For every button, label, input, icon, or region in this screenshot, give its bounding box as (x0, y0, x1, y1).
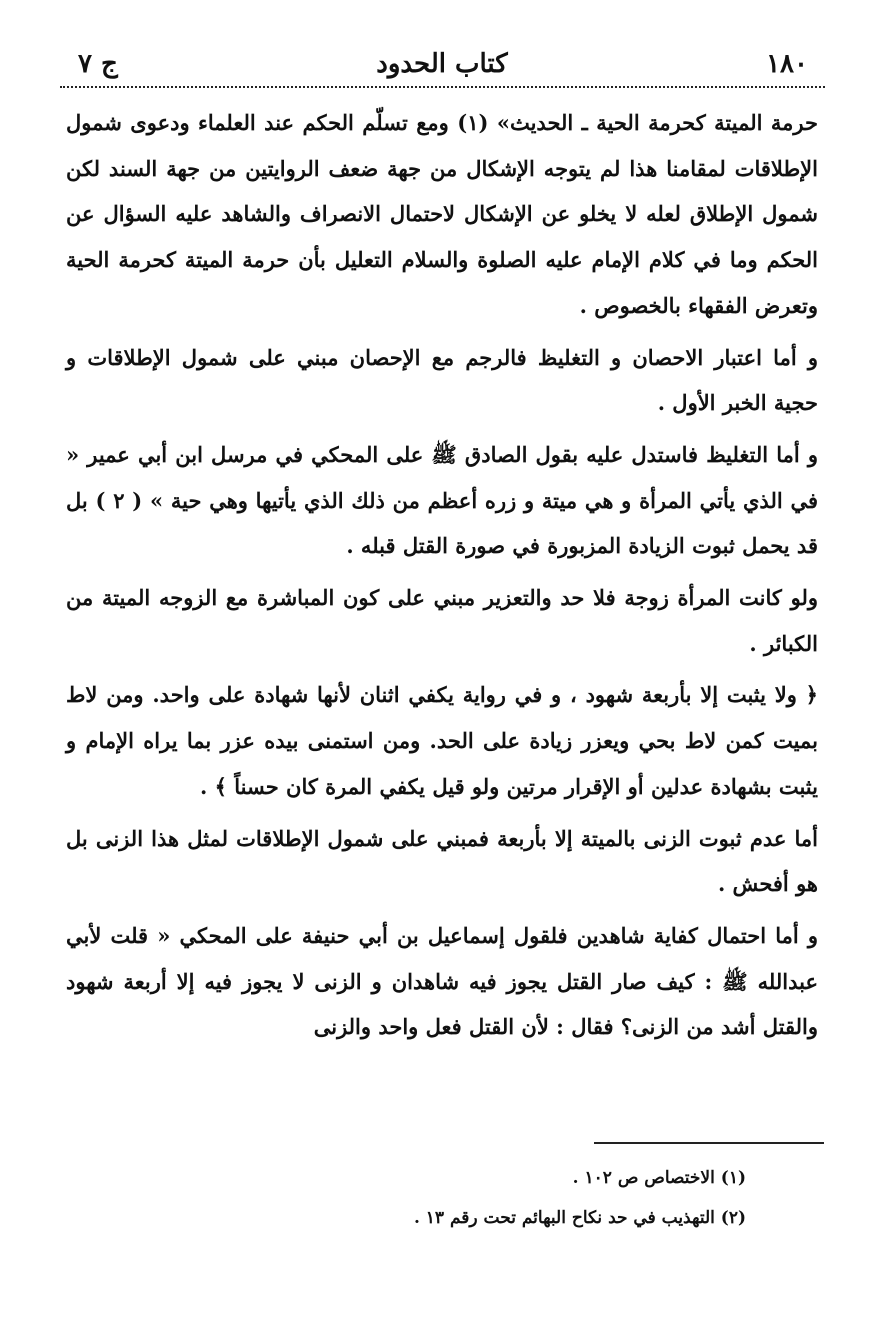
paragraph: ﴿ ولا يثبت إلا بأربعة شهود ، و في رواية يكفي اثنان لأنها شهادة على واحد. ومن لاط بميت كمن لاط بحي ويعزر زيادة على الحد. ومن استمنى بيده عزر بما يراه الإمام و يثبت بشهادة عدلين أو الإقرار مرتين ولو قيل يكفي المرة كان حسناً ﴾ . (66, 682, 818, 799)
paragraph: أما عدم ثبوت الزنى بالميتة إلا بأربعة فمبني على شمول الإطلاقات لمثل هذا الزنى بل هو أفحش . (66, 825, 819, 897)
paragraph: و أما احتمال كفاية شاهدين فلقول إسماعيل بن أبي حنيفة على المحكي « قلت لأبي عبدالله ﷺ : كيف صار القتل يجوز فيه شاهدان و الزنى لا يجوز فيه إلا أربعة شهود والقتل أشد من الزنى؟ فقال : لأن القتل فعل واحد والزنى (66, 922, 818, 1040)
header-divider (60, 86, 825, 88)
footnotes (266, 1158, 746, 1238)
paragraph: حرمة الميتة كحرمة الحية ـ الحديث» (١) ومع تسلّم الحكم عند العلماء ودعوى شمول الإطلاقات لمقامنا هذا لم يتوجه الإشكال من جهة ضعف الروايتين من جهة السند لكن شمول الإطلاق لعله لا يخلو عن الإشكال لاحتمال الانصراف والشاهد عليه السؤال عن الحكم وما في كلام الإمام عليه الصلوة والسلام التعليل بأن حرمة الميتة كحرمة الحية وتعرض الفقهاء بالخصوص . (66, 110, 818, 318)
paragraph: و أما التغليظ فاستدل عليه بقول الصادق ﷺ على المحكي في مرسل ابن أبي عمير « في الذي يأتي المرأة و هي ميتة و زره أعظم من ذلك الذي يأتيها وهي حية » ( ٢ ) بل قد يحمل ثبوت الزيادة المزبورة في صورة القتل قبله . (66, 441, 818, 559)
footnote-1: (١) الاختصاص ص ١٠٢ . (572, 1168, 746, 1188)
volume-label: ج ٧ (78, 49, 118, 79)
page-number: ١٨٠ (766, 49, 808, 79)
footnote-2: (٢) التهذيب في حد نكاح البهائم تحت رقم ١٣ . (413, 1208, 746, 1228)
paragraph: ولو كانت المرأة زوجة فلا حد والتعزير مبني على كون المباشرة مع الزوجه الميتة من الكبائر . (66, 585, 818, 656)
page-title: كتاب الحدود (376, 49, 508, 79)
footnote-divider (594, 1142, 824, 1144)
paragraph: و أما اعتبار الاحصان و التغليظ فالرجم مع الإحصان مبني على شمول الإطلاقات و حجية الخبر الأول . (66, 344, 818, 416)
body-text (66, 100, 818, 1056)
page-header (78, 42, 808, 86)
